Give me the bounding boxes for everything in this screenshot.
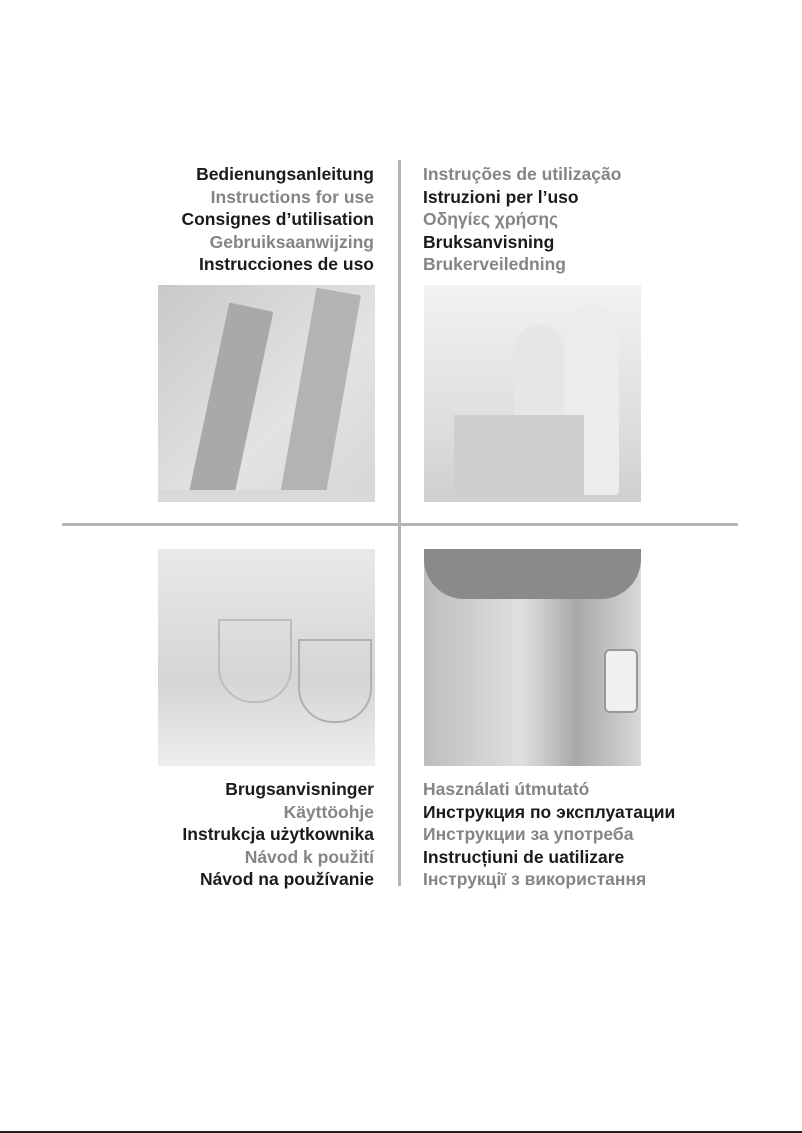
title-pl: Instrukcja użytkownika <box>182 824 374 845</box>
milk-bottles-photo <box>424 285 641 502</box>
title-fi: Käyttöohje <box>283 801 374 822</box>
title-de: Bedienungsanleitung <box>196 164 374 184</box>
bottom-right-titles <box>423 778 675 891</box>
title-nl: Gebruiksaanwijzing <box>209 231 374 252</box>
title-fr: Consignes d’utilisation <box>181 209 374 230</box>
bottom-left-titles <box>182 778 374 891</box>
title-no: Brukerveiledning <box>423 254 566 275</box>
title-hu: Használati útmutató <box>423 779 590 799</box>
title-cs: Návod k použití <box>244 846 374 867</box>
title-es: Instrucciones de uso <box>198 254 374 275</box>
top-right-titles <box>423 163 621 276</box>
title-it: Istruzioni per l’uso <box>423 186 579 207</box>
title-el: Οδηγίες χρήσης <box>423 209 559 230</box>
title-uk: Інструкції з використання <box>423 869 647 890</box>
horizontal-divider <box>62 523 738 526</box>
wine-glasses-photo <box>158 549 375 766</box>
title-da: Brugsanvisninger <box>225 779 374 799</box>
title-bg: Инструкции за употреба <box>423 824 634 845</box>
clothespins-photo <box>158 285 375 502</box>
colander-photo <box>424 549 641 766</box>
title-pt: Instruções de utilização <box>423 164 622 184</box>
title-ru: Инструкция по эксплуатации <box>423 801 676 822</box>
title-ro: Instrucțiuni de uatilizare <box>423 846 625 867</box>
title-sk: Návod na používanie <box>199 869 374 890</box>
title-sv: Bruksanvisning <box>423 231 555 252</box>
title-en: Instructions for use <box>210 186 374 207</box>
top-left-titles <box>181 163 374 276</box>
